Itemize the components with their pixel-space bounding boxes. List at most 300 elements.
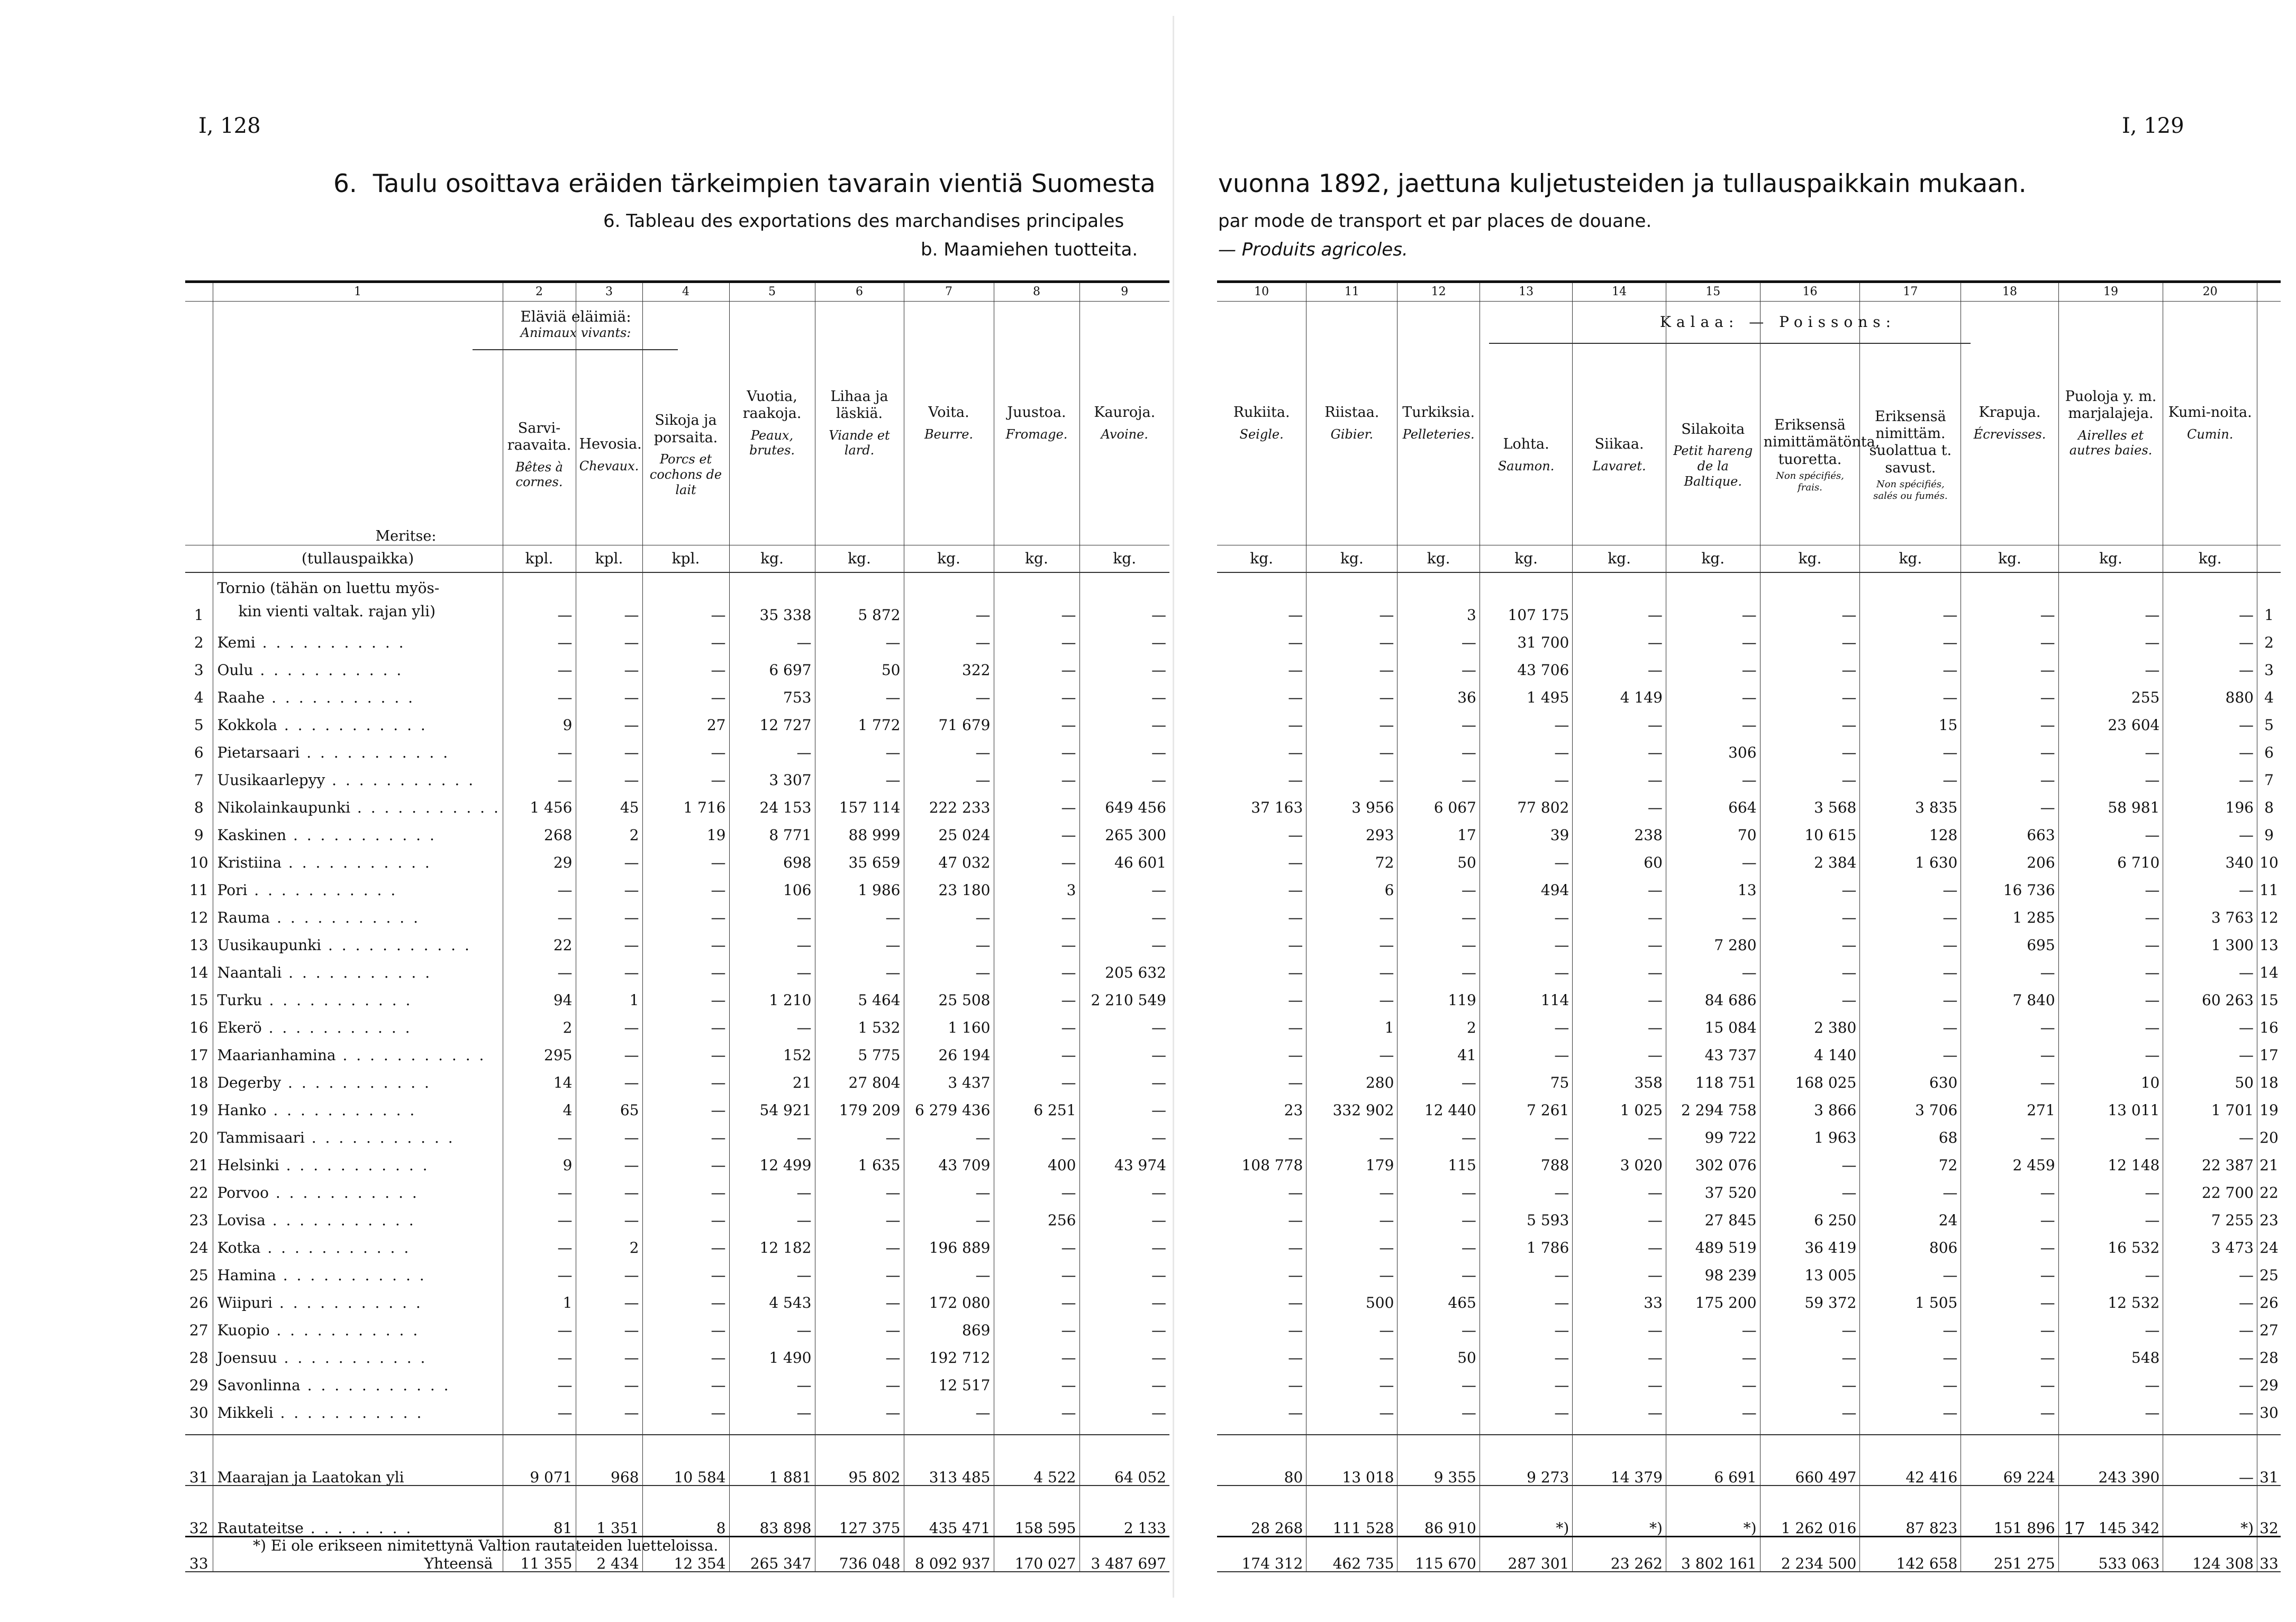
leader-dots: . . . . . . . . . . . <box>286 826 437 844</box>
cell-value: — <box>1397 898 1480 925</box>
cell-value: 358 <box>1573 1063 1666 1090</box>
cell-value: — <box>1288 1239 1303 1256</box>
header-left-8 <box>994 302 1079 545</box>
cell-value: — <box>994 572 1079 623</box>
cell-value: — <box>1079 898 1169 925</box>
cell-value: — <box>1288 689 1303 706</box>
cell-value: — <box>2058 623 2163 650</box>
cell-value: 6 <box>1306 870 1397 898</box>
cell-value: 14 <box>503 1063 576 1090</box>
place-name-text: Rauma <box>217 909 270 926</box>
unit-left-7: kg. <box>904 545 994 573</box>
cell-value: — <box>1306 980 1397 1008</box>
sheet-number: 17 <box>2064 1518 2085 1538</box>
cell-value: — <box>2163 1118 2257 1145</box>
cell-value: — <box>1397 953 1480 980</box>
header-right-20 <box>2163 302 2257 545</box>
cell-value: 649 456 <box>1079 788 1169 815</box>
cell-value: — <box>994 705 1079 733</box>
place-name-text: Mikkeli <box>217 1404 274 1421</box>
cell-value: 175 200 <box>1666 1283 1760 1310</box>
cell-value: — <box>1961 1063 2058 1090</box>
cell-value: — <box>2058 925 2163 953</box>
header-fr: Pelleteries. <box>1402 426 1475 442</box>
cell-value: — <box>642 925 729 953</box>
place-name-text: Yhteensä <box>424 1555 493 1572</box>
cell-value: — <box>1860 623 1961 650</box>
cell-value: — <box>1573 1393 1666 1420</box>
cell-value: 39 <box>1480 815 1572 843</box>
cell-value: — <box>1573 1310 1666 1338</box>
cell-value: 1 772 <box>815 705 904 733</box>
cell-value: 47 032 <box>904 843 994 870</box>
table-row <box>185 980 1169 1008</box>
cell-value: — <box>2163 1435 2257 1486</box>
cell-value: — <box>1860 1008 1961 1035</box>
row-number: 9 <box>2257 815 2281 843</box>
cell-value: — <box>1306 705 1397 733</box>
cell-value: — <box>1573 980 1666 1008</box>
header-right-13 <box>1480 302 1572 545</box>
cell-value: — <box>994 843 1079 870</box>
spacer-cell <box>815 1420 904 1435</box>
header-fi: Juustoa. <box>1007 404 1066 421</box>
cell-value: 8 092 937 <box>904 1537 994 1572</box>
title-fi-left <box>333 169 1156 198</box>
cell-value: — <box>2163 572 2257 623</box>
header-fi: Hevosia. <box>579 436 642 453</box>
cell-value: — <box>994 1035 1079 1063</box>
row-number: 30 <box>189 1404 208 1421</box>
cell-value: 72 <box>1860 1145 1961 1173</box>
cell-value: — <box>1573 760 1666 788</box>
cell-value: — <box>1288 1046 1303 1064</box>
cell-value: — <box>1573 925 1666 953</box>
cell-value: 1 <box>576 980 642 1008</box>
leader-dots: . . . . . . . . . . . <box>335 1046 486 1064</box>
table-row <box>1217 1035 2281 1063</box>
cell-value: — <box>503 733 576 760</box>
row-number: 19 <box>189 1101 208 1119</box>
row-number: 5 <box>2257 705 2281 733</box>
table-row <box>185 1145 1169 1173</box>
table-row <box>185 1118 1169 1145</box>
cell-value: — <box>729 1255 815 1283</box>
leader-dots: . . . . . . . . . . . <box>281 1074 431 1091</box>
cell-value: 9 273 <box>1480 1435 1572 1486</box>
row-number: 11 <box>2257 870 2281 898</box>
table-row <box>1217 925 2281 953</box>
cell-value: 22 <box>503 925 576 953</box>
table-row <box>1217 1200 2281 1228</box>
cell-value: 1 210 <box>729 980 815 1008</box>
colnum-blank <box>185 282 213 302</box>
colnum-5: 5 <box>729 282 815 302</box>
table-row <box>1217 760 2281 788</box>
table-row <box>1217 980 2281 1008</box>
place-name-text: Maarajan ja Laatokan yli <box>217 1469 404 1486</box>
cell-value: 179 <box>1306 1145 1397 1173</box>
cell-value: 13 005 <box>1760 1255 1860 1283</box>
cell-value: — <box>576 1035 642 1063</box>
spacer-cell <box>1666 1420 1760 1435</box>
cell-value: 72 <box>1306 843 1397 870</box>
cell-value: — <box>729 1118 815 1145</box>
leader-dots: . . . . . . . . . . . <box>266 1101 417 1119</box>
unit-left-9: kg. <box>1079 545 1169 573</box>
cell-value: — <box>1666 650 1760 678</box>
cell-value: — <box>576 650 642 678</box>
cell-value: — <box>1306 650 1397 678</box>
leader-dots: . . . . . . . . . . . <box>300 1377 451 1394</box>
cell-value: — <box>1288 744 1303 761</box>
table-row <box>185 1365 1169 1393</box>
cell-value: 172 080 <box>904 1283 994 1310</box>
cell-value: 36 <box>1397 678 1480 705</box>
cell-value: 42 416 <box>1860 1435 1961 1486</box>
cell-value: — <box>1961 1310 2058 1338</box>
table-row <box>1217 1486 2281 1537</box>
cell-value: 1 986 <box>815 870 904 898</box>
cell-value: — <box>1480 1118 1572 1145</box>
place-name-text: Kaskinen <box>217 826 287 844</box>
colnum-13: 13 <box>1480 282 1572 302</box>
cell-value: — <box>815 1393 904 1420</box>
cell-value: 168 025 <box>1760 1063 1860 1090</box>
unit-right-15: kg. <box>1666 545 1760 573</box>
header-right-18 <box>1961 302 2058 545</box>
header-fi: Riistaa. <box>1324 404 1380 421</box>
cell-value: 54 921 <box>729 1090 815 1118</box>
cell-value: — <box>1860 953 1961 980</box>
cell-value: — <box>2058 1035 2163 1063</box>
cell-value: — <box>1573 1035 1666 1063</box>
cell-value: 50 <box>815 650 904 678</box>
cell-value: — <box>1760 1338 1860 1365</box>
cell-value: 12 440 <box>1397 1090 1480 1118</box>
leader-dots: . . . . . . . . . . . <box>270 909 421 926</box>
leader-dots: . . . . . . . . . . . <box>260 1239 411 1256</box>
cell-value: 7 840 <box>1961 980 2058 1008</box>
cell-value: — <box>2058 1200 2163 1228</box>
colnum-7: 7 <box>904 282 994 302</box>
cell-value: — <box>642 1173 729 1200</box>
table-row <box>1217 1008 2281 1035</box>
cell-value: 158 595 <box>994 1486 1079 1537</box>
cell-value: — <box>1666 843 1760 870</box>
row-number: 22 <box>189 1184 208 1201</box>
row-number: 29 <box>2257 1365 2281 1393</box>
colnum-10: 10 <box>1217 282 1306 302</box>
header-fi: Lohta. <box>1503 436 1549 453</box>
header-left-9 <box>1079 302 1169 545</box>
cell-value: 222 233 <box>904 788 994 815</box>
spacer-cell <box>1760 1420 1860 1435</box>
cell-value: — <box>2163 733 2257 760</box>
cell-value: 196 889 <box>904 1228 994 1255</box>
cell-value: 1 716 <box>642 788 729 815</box>
cell-value: 170 027 <box>994 1537 1079 1572</box>
colnum-20: 20 <box>2163 282 2257 302</box>
header-fi: Silakoita <box>1681 421 1745 438</box>
cell-value: 3 473 <box>2163 1228 2257 1255</box>
cell-value: — <box>2163 760 2257 788</box>
cell-value: — <box>1288 1322 1303 1339</box>
cell-value: — <box>1306 898 1397 925</box>
row-number: 5 <box>194 716 204 734</box>
leader-dots: . . . . . . . . . . . <box>268 1184 419 1201</box>
colnum-9: 9 <box>1079 282 1169 302</box>
cell-value: — <box>642 1145 729 1173</box>
row-number: 25 <box>2257 1255 2281 1283</box>
cell-value: 4 522 <box>994 1435 1079 1486</box>
cell-value: — <box>1079 1008 1169 1035</box>
place-name <box>213 1365 503 1393</box>
row-number: 12 <box>189 909 208 926</box>
cell-value: — <box>642 843 729 870</box>
cell-value: 142 658 <box>1860 1537 1961 1572</box>
table-row <box>1217 1435 2281 1486</box>
row-number: 6 <box>2257 733 2281 760</box>
cell-value: — <box>1079 925 1169 953</box>
cell-value: — <box>642 1228 729 1255</box>
header-left-5 <box>729 302 815 545</box>
cell-value: 11 355 <box>503 1537 576 1572</box>
cell-value: — <box>1860 650 1961 678</box>
cell-value: — <box>1573 705 1666 733</box>
cell-value: — <box>1306 1310 1397 1338</box>
table-row <box>185 572 1169 623</box>
cell-value: 16 736 <box>1961 870 2058 898</box>
cell-value: 27 804 <box>815 1063 904 1090</box>
cell-value: 2 <box>503 1008 576 1035</box>
row-number: 10 <box>2257 843 2281 870</box>
cell-value: 753 <box>729 678 815 705</box>
cell-value: — <box>576 843 642 870</box>
cell-value: — <box>2058 1255 2163 1283</box>
table-row <box>1217 1118 2281 1145</box>
cell-value: 1 456 <box>503 788 576 815</box>
cell-value: 118 751 <box>1666 1063 1760 1090</box>
header-left-4 <box>642 302 729 545</box>
cell-value: — <box>642 1035 729 1063</box>
cell-value: — <box>1760 705 1860 733</box>
place-name <box>213 980 503 1008</box>
row-number: 17 <box>189 1046 208 1064</box>
cell-value: 6 251 <box>994 1090 1079 1118</box>
cell-value: — <box>1306 733 1397 760</box>
cell-value: — <box>815 1173 904 1200</box>
cell-value: — <box>1306 1035 1397 1063</box>
cell-value: 663 <box>1961 815 2058 843</box>
cell-value: 179 209 <box>815 1090 904 1118</box>
cell-value: — <box>904 953 994 980</box>
cell-value: — <box>1860 1338 1961 1365</box>
table-number: 6. <box>333 169 357 198</box>
cell-value: 3 <box>1397 572 1480 623</box>
leader-dots: . . . . . . . . . . . <box>304 1129 455 1146</box>
cell-value: 12 499 <box>729 1145 815 1173</box>
cell-value: — <box>1079 678 1169 705</box>
cell-value: — <box>815 760 904 788</box>
leader-dots: . . . . . . . . . . . <box>321 936 471 954</box>
cell-value: — <box>1397 1310 1480 1338</box>
cell-value: — <box>1961 572 2058 623</box>
cell-value: — <box>2058 1118 2163 1145</box>
cell-value: — <box>2163 1035 2257 1063</box>
cell-value: — <box>503 1173 576 1200</box>
cell-value: — <box>1288 1129 1303 1146</box>
cell-value: — <box>503 572 576 623</box>
colnum-1: 1 <box>213 282 503 302</box>
cell-value: 33 <box>1573 1283 1666 1310</box>
row-number: 32 <box>185 1486 213 1537</box>
cell-value: — <box>2058 572 2163 623</box>
cell-value: — <box>642 1090 729 1118</box>
cell-value: — <box>1079 1283 1169 1310</box>
cell-value: — <box>576 623 642 650</box>
row-number: 20 <box>189 1129 208 1146</box>
cell-value: 94 <box>503 980 576 1008</box>
header-fr: Airelles et autres baies. <box>2069 427 2153 458</box>
table-row <box>1217 1090 2281 1118</box>
cell-value: — <box>1079 1118 1169 1145</box>
cell-value: — <box>1480 1310 1572 1338</box>
cell-value: 7 280 <box>1666 925 1760 953</box>
cell-value: — <box>2163 1310 2257 1338</box>
header-fr: Petit hareng de la Baltique. <box>1673 443 1753 489</box>
cell-value: 77 802 <box>1480 788 1572 815</box>
cell-value: — <box>815 1255 904 1283</box>
cell-value: — <box>2058 1365 2163 1393</box>
cell-value: — <box>1288 771 1303 789</box>
cell-value: 24 153 <box>729 788 815 815</box>
cell-value: — <box>1288 661 1303 679</box>
cell-value: — <box>1079 870 1169 898</box>
cell-value: — <box>503 1228 576 1255</box>
place-name <box>213 815 503 843</box>
cell-value: — <box>2058 1393 2163 1420</box>
header-fr: Non spécifiés, frais. <box>1776 470 1844 493</box>
place-name <box>213 870 503 898</box>
cell-value: — <box>904 678 994 705</box>
cell-value: — <box>729 1200 815 1228</box>
row-number: 31 <box>185 1435 213 1486</box>
place-name <box>213 1486 503 1537</box>
spacer-cell <box>2163 1420 2257 1435</box>
cell-value: 50 <box>1397 1338 1480 1365</box>
units-end <box>2257 545 2281 573</box>
cell-value: — <box>1288 1266 1303 1284</box>
cell-value: — <box>994 1063 1079 1090</box>
cell-value: — <box>1860 733 1961 760</box>
cell-value: — <box>815 1338 904 1365</box>
cell-value: — <box>1666 898 1760 925</box>
cell-value: — <box>2163 1338 2257 1365</box>
cell-value: — <box>1760 1173 1860 1200</box>
cell-value: — <box>642 1255 729 1283</box>
place-name <box>213 953 503 980</box>
cell-value: — <box>1480 1338 1572 1365</box>
cell-value: 50 <box>1397 843 1480 870</box>
table-row <box>185 1228 1169 1255</box>
cell-value: — <box>1288 1377 1303 1394</box>
place-name <box>213 623 503 650</box>
cell-value: — <box>994 953 1079 980</box>
row-number: 23 <box>2257 1200 2281 1228</box>
cell-value: 13 011 <box>2058 1090 2163 1118</box>
cell-value: — <box>1397 1393 1480 1420</box>
row-number: 24 <box>189 1239 208 1256</box>
cell-value: 630 <box>1860 1063 1961 1090</box>
header-left-7 <box>904 302 994 545</box>
cell-value: 2 210 549 <box>1079 980 1169 1008</box>
place-name <box>213 843 503 870</box>
cell-value: — <box>1397 870 1480 898</box>
place-name <box>213 1255 503 1283</box>
cell-value: — <box>994 1365 1079 1393</box>
cell-value: 3 763 <box>2163 898 2257 925</box>
cell-value: — <box>1079 1255 1169 1283</box>
cell-value: — <box>1397 1255 1480 1283</box>
header-fi: Krapuja. <box>1979 404 2041 421</box>
leader-dots: . . . . . . . . . . . <box>273 1294 423 1311</box>
table-row <box>1217 1145 2281 1173</box>
cell-value: — <box>642 1393 729 1420</box>
header-fi: Eriksensä nimittämätönta, tuoretta. <box>1763 416 1880 468</box>
cell-value: — <box>1573 1200 1666 1228</box>
cell-value: — <box>1860 1365 1961 1393</box>
cell-value: 2 380 <box>1760 1008 1860 1035</box>
cell-value: — <box>1079 1365 1169 1393</box>
row-number: 21 <box>189 1156 208 1174</box>
cell-value: — <box>1573 870 1666 898</box>
cell-value: — <box>1480 1255 1572 1283</box>
row-number: 4 <box>2257 678 2281 705</box>
cell-value: — <box>1306 1118 1397 1145</box>
cell-value: — <box>642 623 729 650</box>
row-number: 12 <box>2257 898 2281 925</box>
cell-value: 500 <box>1306 1283 1397 1310</box>
cell-value: — <box>1480 1035 1572 1063</box>
leader-dots: . . . . . . . . . . . <box>265 689 415 706</box>
place-name-line1: Tornio (tähän on luettu myös- <box>217 579 440 597</box>
cell-value: — <box>576 898 642 925</box>
cell-value: 60 <box>1573 843 1666 870</box>
table-row <box>1217 1173 2281 1200</box>
colnum-19: 19 <box>2058 282 2163 302</box>
cell-value: — <box>1288 854 1303 871</box>
row-number: 10 <box>189 854 208 871</box>
cell-value: 87 823 <box>1860 1486 1961 1537</box>
row-number: 28 <box>2257 1338 2281 1365</box>
cell-value: 3 802 161 <box>1666 1537 1760 1572</box>
cell-value: — <box>1306 1255 1397 1283</box>
cell-value: 664 <box>1666 788 1760 815</box>
row-number: 3 <box>2257 650 2281 678</box>
cell-value: — <box>503 760 576 788</box>
cell-value: 1 701 <box>2163 1090 2257 1118</box>
cell-value: — <box>994 1283 1079 1310</box>
cell-value: — <box>642 870 729 898</box>
row-number: 16 <box>189 1019 208 1036</box>
cell-value: — <box>1860 1255 1961 1283</box>
header-left-6 <box>815 302 904 545</box>
cell-value: 256 <box>994 1200 1079 1228</box>
cell-value: — <box>1961 760 2058 788</box>
cell-value: 869 <box>904 1310 994 1338</box>
spacer-cell <box>1217 1420 1306 1435</box>
